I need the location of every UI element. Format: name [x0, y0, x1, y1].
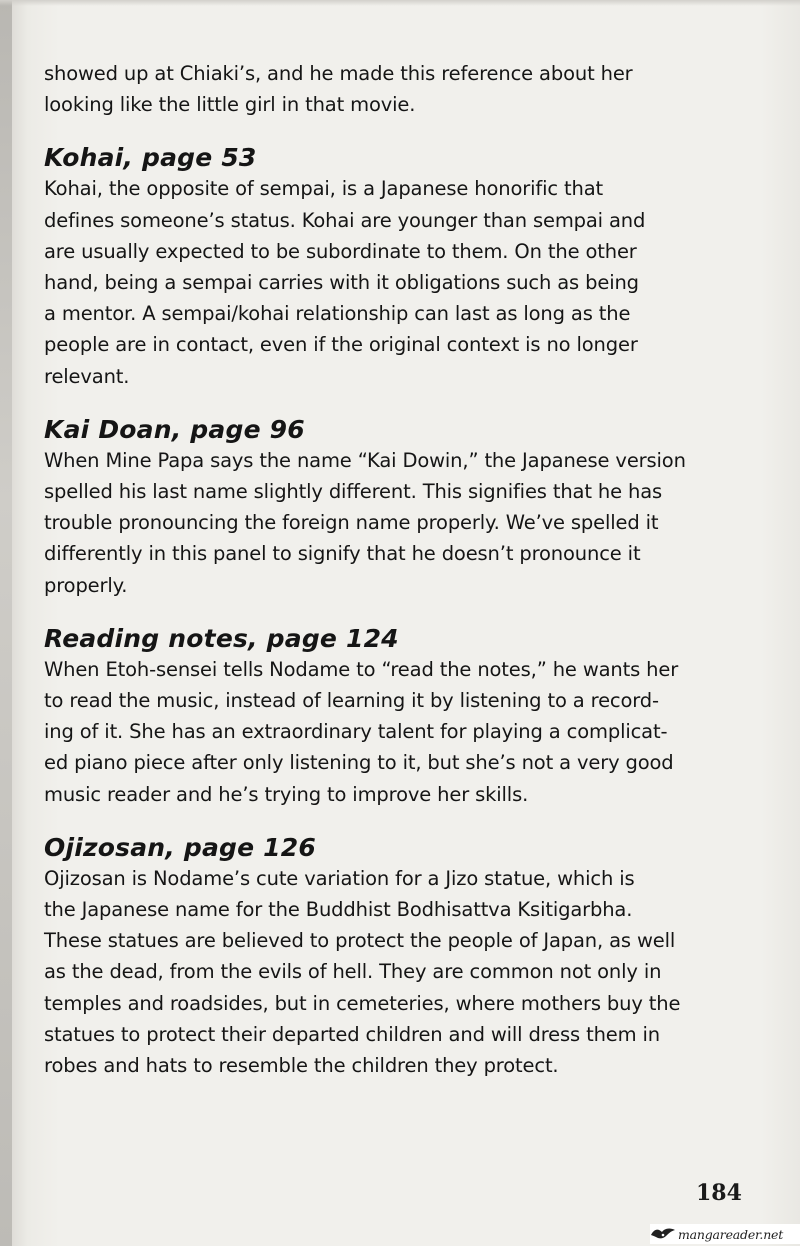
note-line: as the dead, from the evils of hell. They are common not only in: [44, 960, 662, 984]
page-gutter-shadow: [0, 0, 12, 1246]
note-line: to read the music, instead of learning it by listening to a record-: [44, 689, 659, 713]
intro-paragraph: [44, 58, 724, 120]
note-line: When Mine Papa says the name “Kai Dowin,” the Japanese version: [44, 448, 686, 472]
note-line: spelled his last name slightly different. This signifies that he has: [44, 480, 663, 504]
note-line: people are in contact, even if the original context is no longer: [44, 333, 638, 357]
note-heading: Reading notes, page 124: [44, 623, 399, 653]
note-line: are usually expected to be subordinate to them. On the other: [44, 239, 637, 263]
intro-line: showed up at Chiaki’s, and he made this reference about her: [44, 62, 633, 85]
note-line: differently in this panel to signify that he doesn’t pronounce it: [44, 542, 641, 566]
note-section-reading-notes: [44, 623, 724, 810]
intro-line: looking like the little girl in that movie.: [44, 93, 416, 117]
note-line: the Japanese name for the Buddhist Bodhisattva Ksitigarbha.: [44, 898, 633, 922]
note-line: hand, being a sempai carries with it obligations such as being: [44, 271, 639, 295]
note-line: ing of it. She has an extraordinary talent for playing a complicat-: [44, 720, 668, 744]
note-line: When Etoh-sensei tells Nodame to “read the notes,” he wants her: [44, 657, 679, 681]
note-heading: Ojizosan, page 126: [44, 832, 316, 862]
note-line: a mentor. A sempai/kohai relationship can last as long as the: [44, 302, 631, 326]
note-line: Kohai, the opposite of sempai, is a Japanese honorific that: [44, 177, 604, 201]
note-line: defines someone’s status. Kohai are younger than sempai and: [44, 208, 646, 232]
flying-creature-icon: [650, 1226, 676, 1242]
page-number: 184: [696, 1180, 742, 1206]
note-heading: Kai Doan, page 96: [44, 414, 305, 444]
note-line: Ojizosan is Nodame’s cute variation for a Jizo statue, which is: [44, 866, 635, 890]
note-section-ojizosan: [44, 832, 724, 1081]
note-heading: Kohai, page 53: [44, 143, 257, 173]
note-line: temples and roadsides, but in cemeteries, where mothers buy the: [44, 991, 681, 1015]
notes-content: [44, 58, 724, 1081]
site-watermark: [650, 1224, 800, 1244]
note-line: relevant.: [44, 364, 130, 388]
note-line: These statues are believed to protect the people of Japan, as well: [44, 929, 676, 953]
note-line: properly.: [44, 573, 128, 597]
page-top-edge: [0, 0, 800, 6]
watermark-text: mangareader.net: [678, 1226, 784, 1242]
note-line: ed piano piece after only listening to it, but she’s not a very good: [44, 751, 674, 775]
note-line: robes and hats to resemble the children they protect.: [44, 1054, 559, 1078]
note-line: music reader and he’s trying to improve her skills.: [44, 782, 529, 806]
note-line: trouble pronouncing the foreign name properly. We’ve spelled it: [44, 511, 659, 535]
note-section-kai-doan: [44, 414, 724, 601]
note-section-kohai: [44, 142, 724, 391]
note-line: statues to protect their departed children and will dress them in: [44, 1022, 660, 1046]
